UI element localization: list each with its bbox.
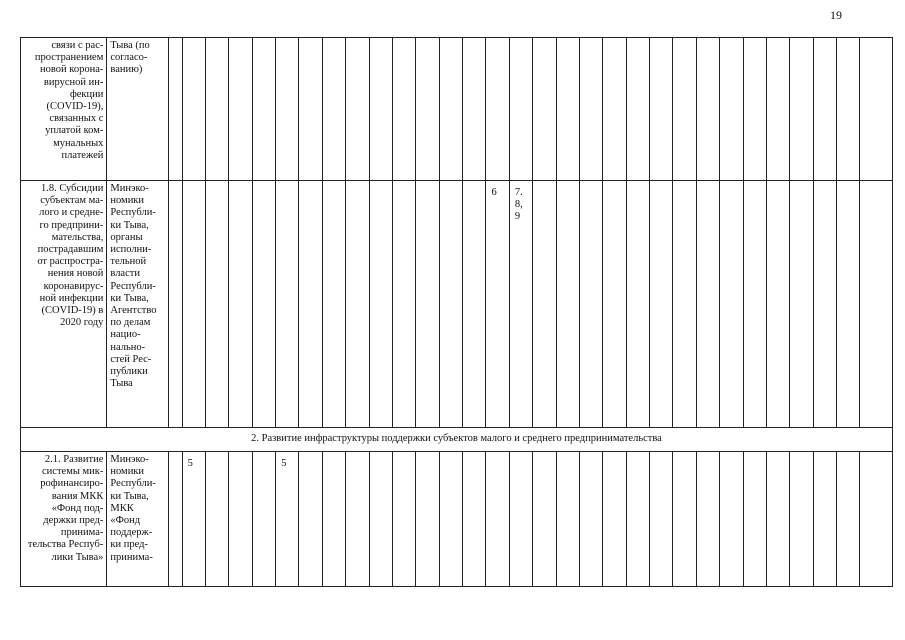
- empty-cell: [463, 38, 486, 181]
- empty-cell: [673, 38, 696, 181]
- empty-cell: [813, 181, 836, 428]
- empty-cell: [579, 38, 602, 181]
- row-covid-utilities: [21, 38, 893, 181]
- empty-cell: [299, 38, 322, 181]
- empty-cell: [182, 38, 205, 181]
- empty-cell: [392, 181, 415, 428]
- empty-cell: [860, 38, 893, 181]
- empty-cell: [860, 181, 893, 428]
- empty-cell: [486, 38, 509, 181]
- empty-cell: [369, 38, 392, 181]
- empty-cell: [369, 181, 392, 428]
- empty-cell: [169, 38, 182, 181]
- empty-cell: [790, 452, 813, 587]
- empty-cell: [603, 38, 626, 181]
- row-1-8: [21, 181, 893, 428]
- empty-cell: [322, 181, 345, 428]
- empty-cell: [579, 452, 602, 587]
- empty-cell: [346, 181, 369, 428]
- empty-cell: [369, 452, 392, 587]
- empty-cell: [509, 38, 532, 181]
- value-cell: 5: [182, 452, 205, 587]
- empty-cell: [720, 38, 743, 181]
- schedule-table: [20, 37, 893, 587]
- empty-cell: [463, 181, 486, 428]
- empty-cell: [276, 181, 299, 428]
- empty-cell: [229, 38, 252, 181]
- empty-cell: [743, 452, 766, 587]
- empty-cell: [205, 181, 228, 428]
- empty-cell: [439, 181, 462, 428]
- empty-cell: [766, 181, 789, 428]
- empty-cell: [533, 452, 556, 587]
- section-header: 2. Развитие инфраструктуры поддержки субъектов малого и среднего предпринимательства: [21, 428, 893, 452]
- responsible-cell: Минэко- номики Республи- ки Тыва, МКК «Фонд поддерж- ки пред- принима-: [107, 452, 169, 587]
- empty-cell: [416, 38, 439, 181]
- empty-cell: [169, 452, 182, 587]
- empty-cell: [556, 452, 579, 587]
- empty-cell: [486, 452, 509, 587]
- value-cell: 6: [486, 181, 509, 428]
- empty-cell: [252, 38, 275, 181]
- empty-cell: [205, 38, 228, 181]
- row-section-2: [21, 428, 893, 452]
- empty-cell: [720, 452, 743, 587]
- measure-name-cell: связи с рас- пространением новой корона- вирусной ин- фекции (COVID-19), связанных с уплатой ком- мунальных платежей: [21, 38, 107, 181]
- empty-cell: [790, 181, 813, 428]
- empty-cell: [299, 181, 322, 428]
- empty-cell: [720, 181, 743, 428]
- empty-cell: [837, 181, 860, 428]
- empty-cell: [229, 181, 252, 428]
- empty-cell: [673, 452, 696, 587]
- empty-cell: [322, 38, 345, 181]
- empty-cell: [252, 452, 275, 587]
- empty-cell: [392, 452, 415, 587]
- empty-cell: [790, 38, 813, 181]
- empty-cell: [346, 452, 369, 587]
- empty-cell: [813, 38, 836, 181]
- empty-cell: [603, 452, 626, 587]
- empty-cell: [346, 38, 369, 181]
- empty-cell: [276, 38, 299, 181]
- empty-cell: [696, 452, 719, 587]
- empty-cell: [766, 38, 789, 181]
- empty-cell: [252, 181, 275, 428]
- empty-cell: [743, 181, 766, 428]
- measure-name-cell: 1.8. Субсидии субъектам ма- лого и средне- го предприни- мательства, пострадавшим от распростра- нения новой коронавирус- ной инфекции (COVID-19) в 2020 году: [21, 181, 107, 428]
- empty-cell: [463, 452, 486, 587]
- measure-name-cell: 2.1. Развитие системы мик- рофинансиро- вания МКК «Фонд под- держки пред- принима- тельства Респуб- лики Тыва»: [21, 452, 107, 587]
- empty-cell: [509, 452, 532, 587]
- empty-cell: [743, 38, 766, 181]
- empty-cell: [229, 452, 252, 587]
- empty-cell: [696, 38, 719, 181]
- empty-cell: [416, 452, 439, 587]
- empty-cell: [626, 181, 649, 428]
- empty-cell: [322, 452, 345, 587]
- empty-cell: [556, 181, 579, 428]
- empty-cell: [626, 452, 649, 587]
- responsible-cell: Тыва (по согласо- ванию): [107, 38, 169, 181]
- empty-cell: [556, 38, 579, 181]
- row-2-1: [21, 452, 893, 587]
- empty-cell: [813, 452, 836, 587]
- empty-cell: [837, 452, 860, 587]
- empty-cell: [650, 38, 673, 181]
- empty-cell: [673, 181, 696, 428]
- empty-cell: [533, 38, 556, 181]
- empty-cell: [696, 181, 719, 428]
- value-cell: 5: [276, 452, 299, 587]
- empty-cell: [439, 38, 462, 181]
- empty-cell: [837, 38, 860, 181]
- empty-cell: [626, 38, 649, 181]
- empty-cell: [439, 452, 462, 587]
- empty-cell: [392, 38, 415, 181]
- responsible-cell: Минэко- номики Республи- ки Тыва, органы исполни- тельной власти Республи- ки Тыва, Агентство по делам нацио- нально- стей Рес- публики Тыва: [107, 181, 169, 428]
- empty-cell: [766, 452, 789, 587]
- empty-cell: [299, 452, 322, 587]
- empty-cell: [169, 181, 182, 428]
- empty-cell: [650, 181, 673, 428]
- empty-cell: [205, 452, 228, 587]
- empty-cell: [416, 181, 439, 428]
- empty-cell: [860, 452, 893, 587]
- empty-cell: [650, 452, 673, 587]
- empty-cell: [603, 181, 626, 428]
- empty-cell: [579, 181, 602, 428]
- empty-cell: [533, 181, 556, 428]
- empty-cell: [182, 181, 205, 428]
- value-cell: 7. 8, 9: [509, 181, 532, 428]
- page-number: 19: [830, 8, 842, 22]
